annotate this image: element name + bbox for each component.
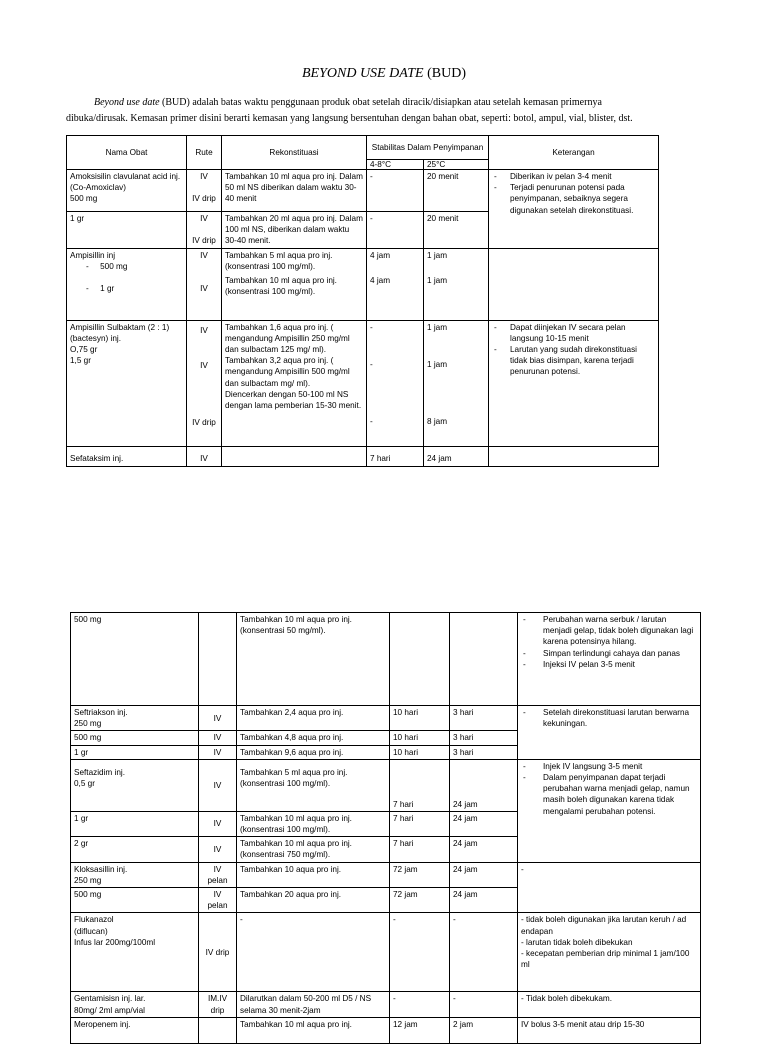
cell-rute: IV: [199, 837, 237, 862]
cell-temp-room: 24 jam: [450, 759, 518, 811]
cell-rekon: Tambahkan 10 ml aqua pro inj. (konsentrasi 50 mg/ml).: [237, 613, 390, 706]
list-item: - Dalam penyimpanan dapat terjadi perubahan warna menjadi gelap, namun masih boleh digunakan karena tidak mengalami perubahan potensi.: [521, 772, 697, 817]
cell-nama: Gentamisisn inj. lar. 80mg/ 2ml amp/vial: [71, 992, 199, 1018]
header-stabilitas: Stabilitas Dalam Penyimpanan: [367, 136, 489, 160]
title-italic: BEYOND USE DATE: [302, 66, 424, 81]
table-row: [71, 1018, 701, 1044]
cell-rekon: Dilarutkan dalam 50-200 ml D5 / NS selama 30 menit-2jam: [237, 992, 390, 1018]
cell-keterangan: [489, 170, 659, 249]
header-temp-cold: 4-8°C: [367, 160, 424, 170]
list-item: - larutan tidak boleh dibekukan: [521, 937, 633, 947]
cell-keterangan: [518, 706, 701, 760]
cell-rekon: Tambahkan 5 ml aqua pro inj. (konsentrasi 100 mg/ml).: [237, 759, 390, 811]
cell-temp-cold: 7 hari: [390, 759, 450, 811]
cell-temp-cold: -: [390, 913, 450, 992]
cell-temp-room: 20 menit: [424, 170, 489, 212]
cell-rekon: Tambahkan 10 ml aqua pro inj. (konsentrasi 100 mg/ml).: [237, 811, 390, 836]
cell-keterangan: [489, 248, 659, 320]
intro-paragraph: [66, 95, 696, 127]
cell-temp-cold: 7 hari: [390, 837, 450, 862]
cell-keterangan: -: [518, 862, 701, 913]
header-rute: Rute: [187, 136, 222, 170]
table-row: [71, 706, 701, 731]
cell-rute: IV pelan: [199, 888, 237, 913]
cell-temp-cold: [390, 613, 450, 706]
cell-rute: IV: [199, 811, 237, 836]
intro-line-1: Beyond use date (BUD) adalah batas waktu penggunaan produk obat setelah diracik/disiapkan atau setelah kemasan primernya: [94, 97, 602, 108]
table-row: [71, 613, 701, 706]
cell-nama: Seftazidim inj. 0,5 gr: [71, 759, 199, 811]
cell-temp-room: 24 jam: [450, 888, 518, 913]
cell-nama: 500 mg: [71, 613, 199, 706]
list-item: - kecepatan pemberian drip minimal 1 jam/100 ml: [521, 949, 690, 970]
cell-rekon: -: [237, 913, 390, 992]
list-item: - Injeksi IV pelan 3-5 menit: [521, 659, 697, 670]
cell-nama: 1 gr: [71, 811, 199, 836]
cell-rute: IV IV drip: [187, 170, 222, 212]
cell-rute: IV drip: [199, 913, 237, 992]
cell-temp-cold: 72 jam: [390, 888, 450, 913]
cell-rekon: Tambahkan 10 aqua pro inj.: [237, 862, 390, 887]
cell-rute: [199, 1018, 237, 1044]
table-row: [71, 913, 701, 992]
cell-rute: IM.IV drip: [199, 992, 237, 1018]
cell-temp-cold: 7 hari: [367, 446, 424, 466]
list-item: - tidak boleh digunakan jika larutan keruh / ad endapan: [521, 915, 687, 936]
cell-temp-room: 24 jam: [424, 446, 489, 466]
cell-temp-room: -: [450, 992, 518, 1018]
table-row: [71, 992, 701, 1018]
cell-temp-cold: 72 jam: [390, 862, 450, 887]
cell-rute: [199, 613, 237, 706]
cell-rekon: Tambahkan 10 ml aqua pro inj.: [237, 1018, 390, 1044]
cell-temp-room: 24 jam: [450, 862, 518, 887]
table-row: [67, 320, 659, 446]
cell-temp-cold: -: [367, 212, 424, 249]
cell-temp-room: 3 hari: [450, 731, 518, 745]
cell-nama: 500 mg: [71, 731, 199, 745]
cell-temp-room: 1 jam 1 jam 8 jam: [424, 320, 489, 446]
cell-keterangan: [518, 913, 701, 992]
list-item: - Simpan terlindungi cahaya dan panas: [521, 648, 697, 659]
cell-nama: Kloksasillin inj. 250 mg: [71, 862, 199, 887]
cell-temp-cold: - - -: [367, 320, 424, 446]
header-row: [67, 136, 659, 160]
cell-temp-cold: 10 hari: [390, 731, 450, 745]
cell-rekon: Tambahkan 20 aqua pro inj.: [237, 888, 390, 913]
cell-temp-room: 24 jam: [450, 837, 518, 862]
cell-rekon: Tambahkan 9,6 aqua pro inj.: [237, 745, 390, 759]
cell-keterangan: [518, 613, 701, 706]
table-row: [67, 170, 659, 212]
intro-line-2: dibuka/dirusak. Kemasan primer disini berarti kemasan yang langsung bersentuhan dengan bahan obat, seperti: botol, ampul, vial, blister, dst.: [66, 113, 633, 124]
cell-rute: IV IV IV drip: [187, 320, 222, 446]
cell-nama: Ampisillin inj - 500 mg - 1 gr: [67, 248, 187, 320]
cell-nama: 500 mg: [71, 888, 199, 913]
cell-nama: Meropenem inj.: [71, 1018, 199, 1044]
cell-temp-cold: 10 hari: [390, 745, 450, 759]
cell-temp-room: 1 jam 1 jam: [424, 248, 489, 320]
cell-rekon: Tambahkan 10 ml aqua pro inj. (konsentrasi 750 mg/ml).: [237, 837, 390, 862]
cell-rekon: Tambahkan 20 ml aqua pro inj. Dalam 100 ml NS, diberikan dalam waktu 30-40 menit.: [222, 212, 367, 249]
bud-table-2: [70, 612, 701, 1044]
cell-rekon: Tambahkan 1,6 aqua pro inj. ( mengandung Ampisillin 250 mg/ml dan sulbactam 125 mg/ ml). Tambahkan 3,2 aqua pro inj. ( mengandung Ampisillin 500 mg/ml dan sulbactam mg/ ml). Diencerkan dengan 50-100 ml NS dengan lama pemberian 15-30 menit.: [222, 320, 367, 446]
cell-nama: 1 gr: [71, 745, 199, 759]
cell-keterangan: [489, 446, 659, 466]
cell-rute: IV: [199, 745, 237, 759]
cell-rekon: Tambahkan 10 ml aqua pro inj. Dalam 50 ml NS diberikan dalam waktu 30-40 menit: [222, 170, 367, 212]
cell-temp-room: 2 jam: [450, 1018, 518, 1044]
cell-temp-cold: -: [367, 170, 424, 212]
cell-rute: IV IV drip: [187, 212, 222, 249]
cell-nama: Sefataksim inj.: [67, 446, 187, 466]
header-nama-obat: Nama Obat: [67, 136, 187, 170]
cell-temp-room: -: [450, 913, 518, 992]
list-item: - Terjadi penurunan potensi pada penyimpanan, sebaiknya segera digunakan setelah direkonstituasi.: [492, 182, 655, 216]
cell-nama: Amoksisilin clavulanat acid inj. (Co-Amoxiclav) 500 mg: [67, 170, 187, 212]
cell-keterangan: [489, 320, 659, 446]
list-item: - Dapat diinjekan IV secara pelan langsung 10-15 menit: [492, 322, 655, 344]
cell-nama: 2 gr: [71, 837, 199, 862]
list-item: - Injek IV langsung 3-5 menit: [521, 761, 697, 772]
table-row: [67, 446, 659, 466]
bud-table-1: [66, 135, 659, 467]
cell-rute: IV pelan: [199, 862, 237, 887]
cell-nama: Flukanazol (diflucan) Infus lar 200mg/100ml: [71, 913, 199, 992]
cell-rute: IV: [199, 731, 237, 745]
header-rekonstituasi: Rekonstituasi: [222, 136, 367, 170]
list-item: - Larutan yang sudah direkonstituasi tidak bias disimpan, karena terjadi penurunan potensi.: [492, 344, 655, 378]
cell-rekon: Tambahkan 4,8 aqua pro inj.: [237, 731, 390, 745]
cell-nama: 1 gr: [67, 212, 187, 249]
table-row: [67, 248, 659, 320]
cell-rute: IV: [199, 706, 237, 731]
intro-italic: Beyond use date: [94, 97, 160, 108]
cell-rekon: Tambahkan 2,4 aqua pro inj.: [237, 706, 390, 731]
title-rest: (BUD): [423, 66, 466, 81]
list-item: - Perubahan warna serbuk / larutan menjadi gelap, tidak boleh digunakan lagi karena potensinya hilang.: [521, 614, 697, 648]
cell-rekon: [222, 446, 367, 466]
list-item: - Diberikan iv pelan 3-4 menit: [492, 171, 655, 182]
cell-temp-room: [450, 613, 518, 706]
cell-rute: IV IV: [187, 248, 222, 320]
cell-temp-room: 3 hari: [450, 745, 518, 759]
cell-temp-cold: 10 hari: [390, 706, 450, 731]
header-keterangan: Keterangan: [489, 136, 659, 170]
cell-rekon: Tambahkan 5 ml aqua pro inj. (konsentrasi 100 mg/ml). Tambahkan 10 ml aqua pro inj. (konsentrasi 100 mg/ml).: [222, 248, 367, 320]
cell-nama: Seftriakson inj. 250 mg: [71, 706, 199, 731]
cell-temp-room: 20 menit: [424, 212, 489, 249]
cell-rute: IV: [187, 446, 222, 466]
cell-nama: Ampisillin Sulbaktam (2 : 1) (bactesyn) inj. O,75 gr 1,5 gr: [67, 320, 187, 446]
cell-temp-room: 3 hari: [450, 706, 518, 731]
list-item: - Setelah direkonstituasi larutan berwarna kekuningan.: [521, 707, 697, 729]
table-row: [71, 759, 701, 811]
cell-temp-cold: 12 jam: [390, 1018, 450, 1044]
cell-keterangan: IV bolus 3-5 menit atau drip 15-30: [518, 1018, 701, 1044]
cell-keterangan: [518, 759, 701, 862]
cell-temp-cold: 7 hari: [390, 811, 450, 836]
cell-rute: IV: [199, 759, 237, 811]
document-title: [0, 66, 768, 82]
cell-temp-cold: -: [390, 992, 450, 1018]
header-temp-room: 25°C: [424, 160, 489, 170]
cell-temp-cold: 4 jam 4 jam: [367, 248, 424, 320]
table-row: [71, 862, 701, 887]
cell-keterangan: - Tidak boleh dibekukam.: [518, 992, 701, 1018]
cell-temp-room: 24 jam: [450, 811, 518, 836]
